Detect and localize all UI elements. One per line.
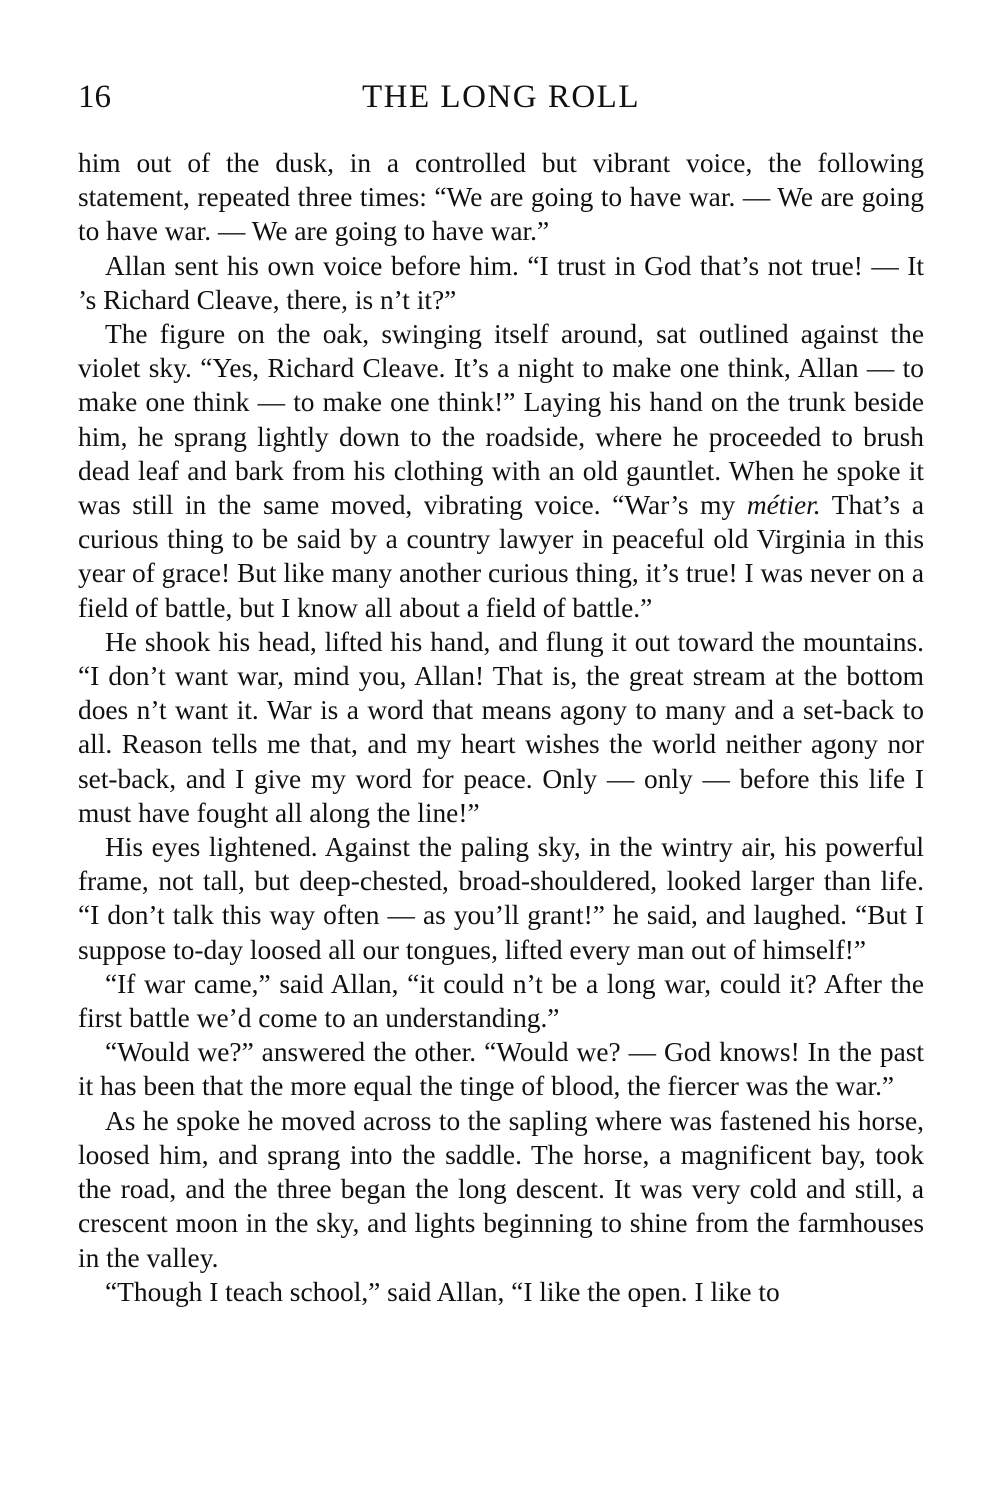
paragraph: As he spoke he moved across to the sapling where was fastened his horse, loosed him, and sprang into the saddle. The horse, a magnificent bay, took the road, and the three began the long descent. It was very cold and still, a crescent moon in the sky, and lights beginning to shine from the farmhouses in the valley. bbox=[78, 1105, 924, 1273]
page-number: 16 bbox=[78, 79, 111, 115]
paragraph-continued: him out of the dusk, in a controlled but vibrant voice, the following statement, repeated three times: “We are going to have war. — We are going to have war. — We are going to have war.” bbox=[78, 148, 924, 247]
paragraph: Allan sent his own voice before him. “I trust in God that’s not true! — It ’s Richard Cleave, there, is n’t it?” bbox=[78, 250, 924, 315]
paragraph bbox=[78, 317, 924, 625]
paragraph: He shook his head, lifted his hand, and flung it out toward the mountains. “I don’t want war, mind you, Allan! That is, the great stream at the bottom does n’t want it. War is a word that means agony to many and a set-back to all. Reason tells me that, and my heart wishes the world neither agony nor set-back, and I give my word for peace. Only — only — before this life I must have fought all along the line!” bbox=[78, 626, 924, 828]
paragraph: “Would we?” answered the other. “Would we? — God knows! In the past it has been that the more equal the tinge of blood, the fiercer was the war.” bbox=[78, 1037, 924, 1102]
running-title: THE LONG ROLL bbox=[362, 79, 640, 115]
paragraph-text: That’s a curious thing to be said by a country lawyer in peaceful old Virginia in this year of grace! But like many another curious thing, it’s true! I was never on a field of battle, but I know all about a field of battle.” bbox=[78, 490, 924, 623]
body-text bbox=[78, 146, 924, 1309]
italic-word: métier. bbox=[746, 490, 821, 521]
paragraph-text: The figure on the oak, swinging itself around, sat outlined against the violet sky. “Yes, Richard Cleave. It’s a night to make one think, Allan — to make one think — to make one think!” Laying his hand on the trunk beside him, he sprang lightly down to the roadside, where he proceeded to brush dead leaf and bark from his clothing with an old gauntlet. When he spoke it was still in the same moved, vibrating voice. “War’s my bbox=[78, 319, 924, 521]
paragraph: “If war came,” said Allan, “it could n’t be a long war, could it? After the first battle we’d come to an understanding.” bbox=[78, 968, 924, 1034]
paragraph: “Though I teach school,” said Allan, “I like the open. I like to bbox=[105, 1276, 780, 1307]
paragraph: His eyes lightened. Against the paling sky, in the wintry air, his powerful frame, not tall, but deep-chested, broad-shouldered, looked larger than life. “I don’t talk this way often — as you’ll grant!” he said, and laughed. “But I suppose to-day loosed all our tongues, lifted every man out of himself!” bbox=[78, 832, 924, 965]
page-header bbox=[78, 74, 924, 120]
